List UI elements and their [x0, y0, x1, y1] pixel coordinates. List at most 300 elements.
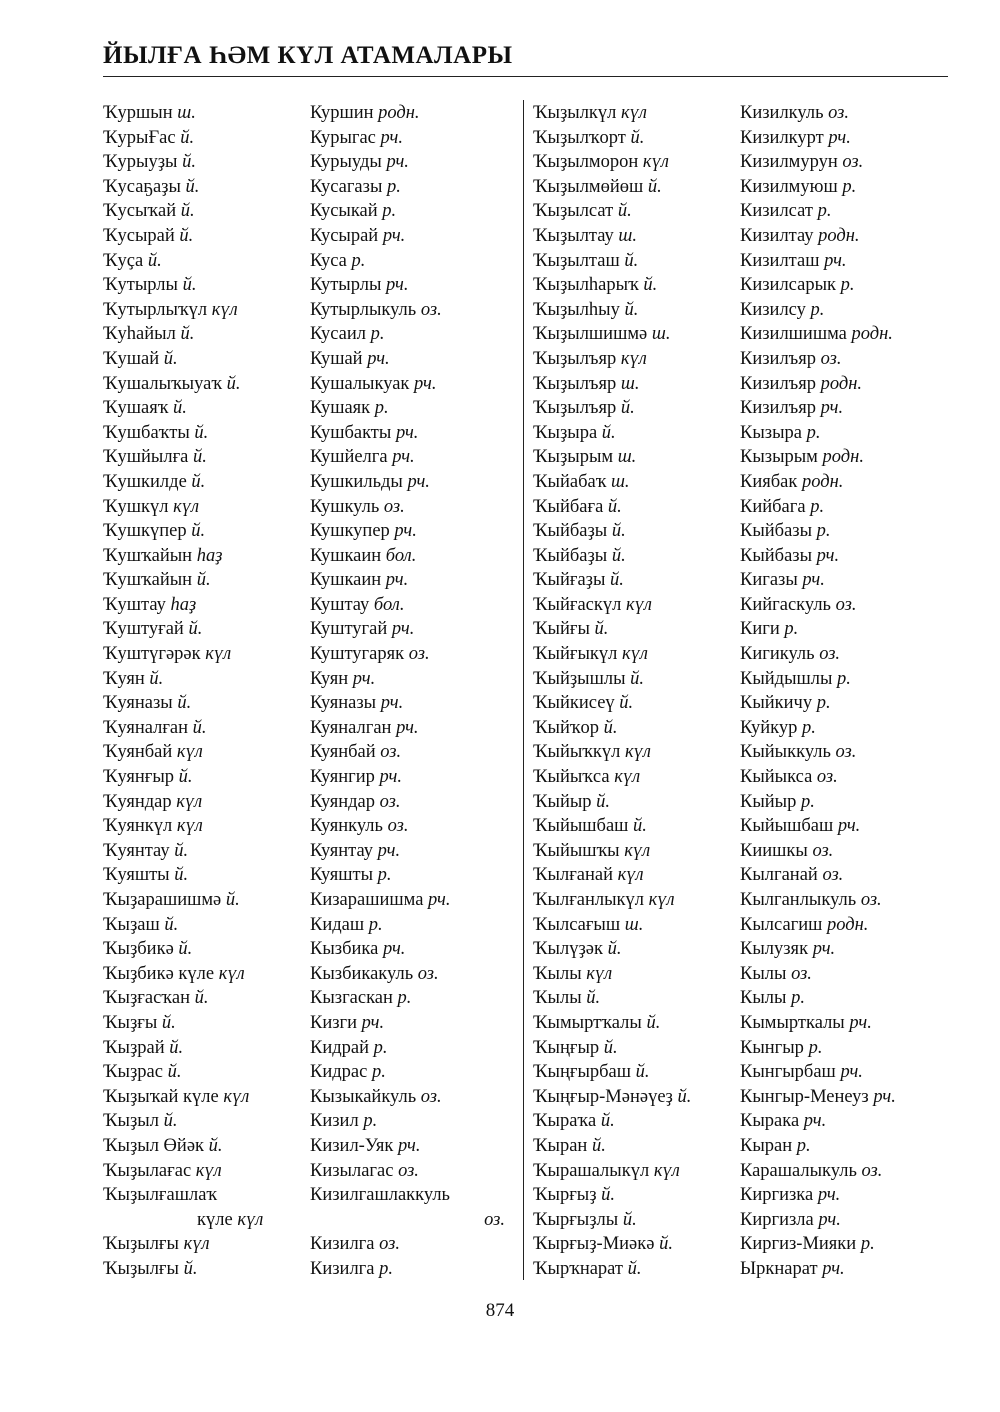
entry-name: Ҡушкүпер: [103, 521, 187, 542]
entry-type: бол.: [385, 545, 417, 566]
entry-name: Кийгаскуль: [740, 594, 831, 615]
entry-type: күл: [642, 152, 669, 173]
entry: [103, 347, 308, 372]
entry: [103, 814, 308, 839]
entry-name: Ҡыҙылғашлаҡ: [103, 1185, 218, 1206]
entry-type: р.: [801, 717, 816, 738]
entry: [533, 1257, 738, 1282]
entry-type: рч.: [803, 1111, 827, 1132]
entry: [533, 913, 738, 938]
entry-type: й.: [191, 521, 206, 542]
entry-type: рч.: [822, 1258, 845, 1279]
entry-name: Кийбага: [740, 496, 806, 517]
entry-type: й.: [161, 1012, 176, 1033]
entry-name: Ҡыҙылтау: [533, 225, 614, 246]
entry: [740, 322, 950, 347]
entry: [533, 273, 738, 298]
entry: [740, 445, 950, 470]
entry: [310, 470, 505, 495]
entry: [740, 175, 950, 200]
entry: [310, 273, 505, 298]
entry-name: Кыйбазы: [740, 521, 813, 542]
entry-type: й.: [194, 988, 209, 1009]
entry-type: рч.: [828, 127, 851, 148]
entry-name: Кизилъяр: [740, 398, 817, 419]
entry-name: Ҡыйышҡы: [533, 840, 620, 861]
entry-type: күл: [624, 840, 651, 861]
entry: [310, 1183, 505, 1208]
entry: [310, 347, 505, 372]
entry-type: р.: [379, 1258, 393, 1279]
entry-name: Ҡыҙыра: [533, 422, 598, 443]
entry-name: Куштугаряк: [310, 644, 405, 665]
entry: [103, 1183, 308, 1208]
entry-name: Кызбика: [310, 939, 379, 960]
entry-name: Кушкаин: [310, 570, 382, 591]
entry-type: рч.: [377, 840, 401, 861]
entry-type: й.: [169, 1037, 184, 1058]
entry-type: оз.: [398, 1160, 419, 1181]
entry-name: Кыйышбаш: [740, 816, 834, 837]
entry-type: оз.: [835, 594, 857, 615]
entry-name: Кизарашишма: [310, 890, 424, 910]
entry: [103, 1011, 308, 1036]
entry-name: Кыйдышлы: [740, 668, 833, 689]
entry-name: Кушкупер: [310, 521, 390, 542]
entry: [310, 986, 505, 1011]
entry-name: Кутырлы: [310, 275, 382, 296]
entry: [103, 544, 308, 569]
entry: [533, 1060, 738, 1085]
entry-type: рч.: [840, 1062, 863, 1083]
entry: [533, 962, 738, 987]
entry-name: Ҡылы: [533, 988, 582, 1009]
entry-name: Ҡырғыҙ-Миәкә: [533, 1234, 655, 1255]
entry-type: р.: [817, 201, 832, 222]
entry: [103, 1257, 308, 1282]
entry: [740, 519, 950, 544]
entry-type: й.: [647, 176, 662, 197]
entry-type: рч.: [392, 447, 415, 468]
entry: [740, 1232, 950, 1257]
entry: [103, 937, 308, 962]
entry-name: Кизги: [310, 1012, 358, 1033]
entry-type: й.: [646, 1012, 661, 1033]
entry-name: Ҡыйбаға: [533, 496, 604, 517]
entry-name: Курыгас: [310, 127, 376, 148]
entry-name: Ҡуштау: [103, 594, 166, 615]
entry-name: Кизилъяр: [740, 373, 817, 394]
entry-type: рч.: [428, 890, 451, 910]
entry-type: й.: [174, 840, 189, 861]
entry-type: рч.: [379, 767, 402, 788]
entry-type: й.: [620, 398, 635, 419]
entry: [740, 298, 950, 323]
entry-type: оз.: [861, 1160, 883, 1181]
entry-name: Кусагазы: [310, 176, 383, 197]
entry: [740, 863, 950, 888]
entry-name: Кизилсу: [740, 299, 806, 320]
entry-type: й.: [624, 250, 639, 271]
entry-type: күл: [223, 1086, 250, 1107]
entry: [533, 888, 738, 913]
entry-name: Ҡыйғыкүл: [533, 644, 618, 665]
entry-type: ш.: [620, 373, 640, 394]
entry-type: р.: [816, 693, 831, 714]
entry-name: Ҡыйғаскүл: [533, 594, 622, 615]
entry: [533, 544, 738, 569]
entry: [740, 495, 950, 520]
entry-name: Ҡушҡайын: [103, 570, 193, 591]
entry-type: бол.: [373, 594, 405, 615]
entry-name: Ҡымыртҡалы: [533, 1012, 642, 1033]
entry-type: й.: [192, 717, 207, 738]
entry-type: рч.: [352, 668, 376, 689]
entry: [740, 1011, 950, 1036]
entry: [310, 937, 505, 962]
entry: [103, 519, 308, 544]
entry: [740, 126, 950, 151]
entry-type: оз.: [819, 644, 841, 665]
entry-type: р.: [373, 1037, 388, 1058]
entry-name: Кыйкичу: [740, 693, 813, 714]
entry-type: оз.: [820, 348, 842, 369]
entry: [103, 617, 308, 642]
entry: [310, 716, 505, 741]
entry-type: күл: [195, 1160, 222, 1181]
entry-type: күл: [183, 1234, 210, 1255]
entry-name: Кызбикакуль: [310, 963, 414, 984]
entry-name: Ҡылы: [533, 963, 582, 984]
entry-name: Кизилъяр: [740, 348, 817, 369]
entry-type: рч.: [385, 570, 409, 591]
entry: [103, 150, 308, 175]
page-number: 874: [485, 1300, 515, 1321]
entry-type: оз.: [835, 742, 857, 763]
entry: [533, 667, 738, 692]
entry-name: Кигикуль: [740, 644, 815, 665]
entry-type: й.: [624, 299, 639, 320]
entry: [103, 962, 308, 987]
entry-type: күл: [205, 644, 232, 665]
entry-name: Ҡушкүл: [103, 496, 169, 517]
entry: [310, 322, 505, 347]
entry-name: Кизил-Уяк: [310, 1135, 394, 1156]
entry-name: Ҡусаҕаҙы: [103, 176, 181, 197]
entry-type: р.: [351, 250, 366, 271]
entry-type: рч.: [386, 152, 409, 173]
entry: [533, 642, 738, 667]
entry: [740, 273, 950, 298]
entry-name: Ҡыҙыл Өйәк: [103, 1135, 205, 1156]
entry-type: й.: [182, 152, 196, 173]
entry-type: оз.: [387, 816, 409, 837]
entry-name: Кутырлыкуль: [310, 299, 417, 320]
entry-type: рч.: [380, 127, 403, 148]
entry-type: р.: [368, 914, 383, 935]
entry-name: Ыркнарат: [740, 1258, 818, 1279]
entry-name: Ҡыңғырбаш: [533, 1062, 632, 1083]
entry-name: Кусырай: [310, 225, 379, 246]
entry-name: Кылы: [740, 963, 787, 984]
entry-type: рч.: [818, 1209, 841, 1230]
entry-type: й.: [630, 127, 645, 148]
entry-name: Киябак: [740, 471, 798, 492]
entry: [533, 249, 738, 274]
entry: [310, 1060, 505, 1085]
entry-name: Ҡушкилде: [103, 471, 187, 492]
entry-name: Куянгир: [310, 767, 375, 788]
entry: [533, 716, 738, 741]
entry-type: й.: [610, 570, 624, 591]
entry-type: р.: [791, 988, 805, 1009]
entry-type: й.: [659, 1234, 673, 1255]
entry-type: рч.: [873, 1086, 896, 1107]
entry-name: Кизилшишма: [740, 324, 847, 345]
entry-name: Кылузяк: [740, 939, 809, 960]
entry-name: Куйкур: [740, 717, 798, 738]
entry-name: Кусыкай: [310, 201, 378, 222]
entry: [533, 224, 738, 249]
entry-type: оз.: [420, 1086, 442, 1107]
entry: [740, 839, 950, 864]
entry: [740, 1134, 950, 1159]
entry: [740, 101, 950, 126]
entry: [533, 986, 738, 1011]
entry-type: р.: [374, 398, 389, 419]
entry-type: оз.: [860, 890, 882, 910]
entry-name: Ҡылғанлыкүл: [533, 890, 645, 910]
entry: [533, 814, 738, 839]
entry: [310, 790, 505, 815]
entry-name: Куяшты: [310, 865, 374, 886]
entry-type: оз.: [812, 840, 834, 861]
entry: [533, 790, 738, 815]
entry-type: й.: [180, 324, 195, 345]
entry-name: Ҡыҙылһыу: [533, 299, 620, 320]
entry: [103, 568, 308, 593]
entry-type: ш.: [618, 225, 637, 246]
entry: [533, 322, 738, 347]
entry: [310, 298, 505, 323]
entry: [740, 396, 950, 421]
entry-name: Ҡуһайыл: [103, 324, 176, 345]
entry: [310, 1232, 505, 1257]
entry-type: р.: [397, 988, 412, 1009]
entry-type: й.: [226, 373, 241, 394]
entry: [310, 372, 505, 397]
entry-name: Ҡыҙрай: [103, 1037, 165, 1058]
entry-type: оз.: [379, 791, 401, 812]
entry-name: Кызыкайкуль: [310, 1086, 417, 1107]
entry: [310, 101, 505, 126]
entry-type: родн.: [822, 447, 864, 468]
entry: [103, 1060, 308, 1085]
entry-name: Кынгыр: [740, 1037, 804, 1058]
entry: [740, 544, 950, 569]
entry-name: Ҡырҡнарат: [533, 1258, 623, 1279]
entry: [740, 347, 950, 372]
entry-type: ш.: [651, 324, 671, 345]
entry-type: күл: [625, 742, 651, 763]
entry-name: Ҡусыҡай: [103, 201, 177, 222]
entry-type: й.: [163, 1111, 178, 1132]
entry: [103, 470, 308, 495]
entry-name: Кушаяк: [310, 398, 371, 419]
entry-type: рч.: [849, 1012, 872, 1033]
entry-name: Ҡырғыҙлы: [533, 1209, 619, 1230]
entry-type: родн.: [851, 324, 893, 345]
entry-type: оз.: [379, 1234, 400, 1255]
entry: [103, 495, 308, 520]
entry-name: Ҡылсағыш: [533, 914, 621, 935]
entry-type: күл: [648, 890, 675, 910]
entry-type: р.: [796, 1135, 811, 1156]
entry-name: Кынгырбаш: [740, 1062, 836, 1083]
entry-name: Ҡуян: [103, 668, 145, 689]
entry: [103, 396, 308, 421]
entry-type: күл: [625, 594, 652, 615]
entry: [533, 1159, 738, 1184]
column-russian-left: [310, 101, 505, 1282]
entry: [533, 863, 738, 888]
entry: [740, 421, 950, 446]
entry-name: Ҡуяназы: [103, 693, 173, 714]
entry: [103, 667, 308, 692]
entry-type: р.: [806, 422, 821, 443]
entry-name: Кизил: [310, 1111, 359, 1132]
entry-name: Ҡылғанай: [533, 865, 614, 886]
entry-type: күл: [586, 963, 613, 984]
entry-type: рч.: [382, 939, 406, 960]
entry: [740, 1159, 950, 1184]
entry: [103, 1159, 308, 1184]
header-rule: [103, 76, 948, 77]
entry: [310, 150, 505, 175]
entry-type: рч.: [361, 1012, 385, 1033]
entry-name: күле: [197, 1209, 233, 1230]
entry-type: й.: [177, 693, 192, 714]
entry-name: Ҡуштуғай: [103, 619, 184, 640]
entry-type: р.: [860, 1234, 875, 1255]
entry-name: Кылы: [740, 988, 787, 1009]
entry: [310, 765, 505, 790]
entry-name: Ҡыҙылморон: [533, 152, 639, 173]
entry-name: Ҡыҙылшишмә: [533, 324, 648, 345]
entry: [310, 445, 505, 470]
entry-type: й.: [208, 1135, 223, 1156]
entry-type: й.: [185, 176, 200, 197]
entry-type: ш.: [610, 471, 630, 492]
entry-type: оз.: [420, 299, 442, 320]
entry-type: р.: [387, 176, 401, 197]
entry: [740, 913, 950, 938]
entry-type: р.: [784, 619, 799, 640]
entry-name: Ҡыйҡор: [533, 717, 599, 738]
entry-name: Киги: [740, 619, 780, 640]
entry-type: рч.: [386, 275, 409, 296]
entry-name: Ҡыҙылҡорт: [533, 127, 626, 148]
entry-type: й.: [633, 816, 647, 837]
entry: [533, 396, 738, 421]
entry: [103, 298, 308, 323]
entry: [533, 101, 738, 126]
entry: [740, 150, 950, 175]
entry-type: р.: [842, 176, 857, 197]
entry-name: Кылсагиш: [740, 914, 823, 935]
entry-type: рч.: [824, 250, 847, 271]
entry-name: Кушалыкуак: [310, 373, 410, 394]
entry-name: Ҡутырлыҡүл: [103, 299, 208, 320]
entry-type: оз.: [842, 152, 864, 173]
entry: [310, 1208, 505, 1233]
entry-name: Ҡыйкисеү: [533, 693, 615, 714]
entry-type: р.: [370, 324, 385, 345]
entry: [740, 1036, 950, 1061]
entry-type: й.: [635, 1062, 650, 1083]
entry-type: рч.: [397, 1135, 421, 1156]
entry: [740, 372, 950, 397]
entry: [533, 1036, 738, 1061]
entry-name: Ҡыҙбикә күле: [103, 963, 215, 984]
entry: [533, 347, 738, 372]
entry: [310, 199, 505, 224]
entry: [533, 199, 738, 224]
entry-name: Ҡыйыр: [533, 791, 592, 812]
entry-type: күл: [614, 767, 641, 788]
entry: [103, 1036, 308, 1061]
entry: [533, 495, 738, 520]
entry-type: й.: [194, 422, 209, 443]
entry: [103, 740, 308, 765]
entry-name: Ҡуяндар: [103, 791, 172, 812]
entry-type: һаҙ: [196, 545, 223, 566]
entry-type: й.: [149, 668, 164, 689]
entry-name: Кырака: [740, 1111, 800, 1132]
entry: [740, 249, 950, 274]
entry-name: Кизилсарык: [740, 275, 836, 296]
entry: [740, 470, 950, 495]
entry-type: оз.: [417, 963, 439, 984]
entry: [533, 765, 738, 790]
entry-type: рч.: [802, 570, 825, 591]
entry-name: Кидрас: [310, 1062, 368, 1083]
entry-type: р.: [382, 201, 397, 222]
entry-type: оз.: [408, 644, 430, 665]
entry-name: Ҡыҙылһарыҡ: [533, 275, 639, 296]
entry-type: й.: [167, 1062, 182, 1083]
entry-type: күл: [653, 1160, 680, 1181]
entry-name: Ҡуяшты: [103, 865, 170, 886]
entry: [740, 937, 950, 962]
entry-name: Ҡушалыҡыуаҡ: [103, 373, 222, 394]
entry: [740, 716, 950, 741]
entry-name: Куяндар: [310, 791, 376, 812]
entry-name: Ҡуштүгәрәк: [103, 644, 201, 665]
entry-name: Куян: [310, 668, 349, 689]
entry-type: родн.: [378, 103, 420, 123]
entry-type: й.: [193, 447, 207, 468]
entry: [533, 1134, 738, 1159]
entry: [103, 913, 308, 938]
entry: [103, 642, 308, 667]
entry-name: Ҡыйабаҡ: [533, 471, 607, 492]
entry-type: оз.: [383, 496, 405, 517]
entry-name: Ҡуянтау: [103, 840, 170, 861]
entry-name: Кыйыкса: [740, 767, 813, 788]
entry: [740, 962, 950, 987]
entry-type: р.: [363, 1111, 378, 1132]
